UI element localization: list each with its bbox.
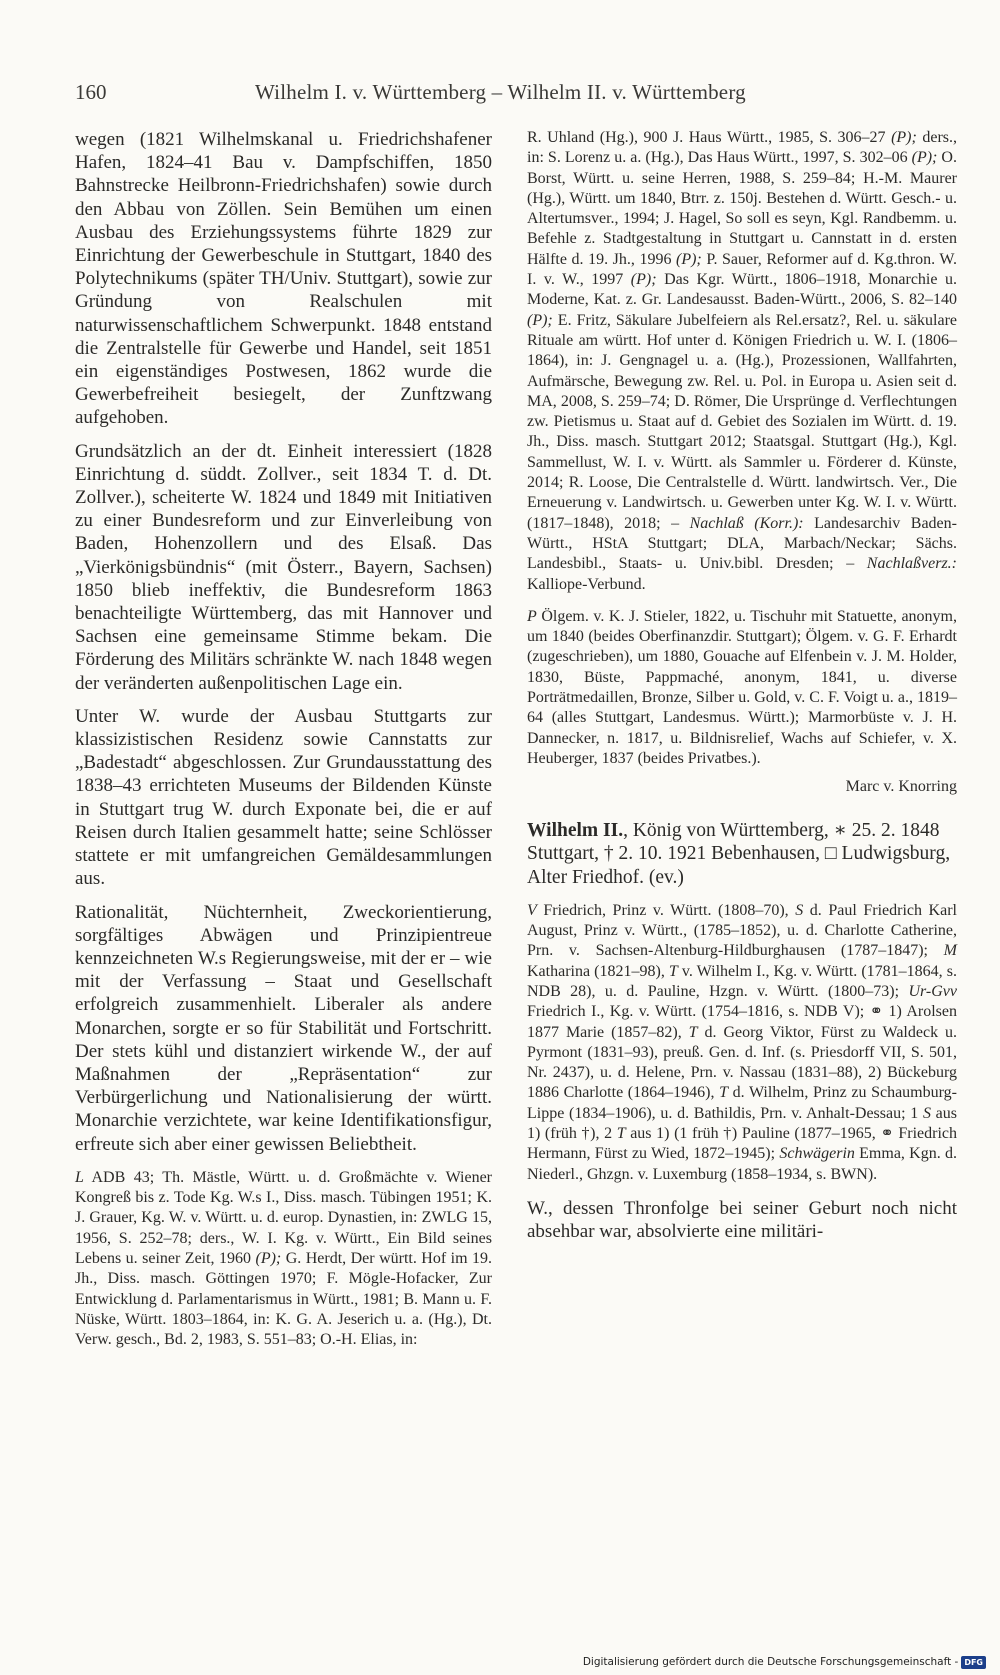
article-author: Marc v. Knorring — [845, 778, 957, 796]
running-head-title: Wilhelm I. v. Württemberg – Wilhelm II. v. Württemberg — [255, 80, 746, 104]
literature-section — [75, 1168, 492, 1351]
genealogy-label: Schwägerin — [779, 1145, 855, 1163]
portraits-label: P — [527, 607, 537, 625]
entry-grave: Ludwigsburg, Alter Friedhof. (ev.) — [527, 843, 951, 888]
genealogy-text: d. Georg Viktor, Fürst zu Waldeck u. Pyrmont (1831–93), preuß. Gen. d. Inf. (s. Priesdorff VII, S. 501, Nr. 2437), u. d. Helene, Prn. v. Nassau (1831–88), 2) Bückeburg 1886 Charlotte (1864–1946), — [527, 1023, 957, 1102]
genealogy-text: Friedrich, Prinz v. Württ. (1808–70), — [536, 901, 796, 919]
nachlassverz-label: Nachlaßverz.: — [866, 555, 957, 573]
genealogy-label: S — [922, 1104, 931, 1122]
literature-text-f: P. Sauer, Reformer auf d. Kg.thron. W. I. v. W., 1997 — [527, 250, 957, 289]
literature-continued — [527, 128, 957, 595]
portraits-section — [527, 607, 957, 769]
genealogy-label: M — [943, 942, 957, 960]
genealogy-text: Friedrich I., Kg. v. Württ. (1754–1816, s. NDB V); ⚭ 1) Arolsen 1877 Marie (1857–82), — [527, 1003, 957, 1041]
genealogy-text: Katharina (1821–98), — [527, 962, 669, 980]
paragraph-politics: Grundsätzlich an der dt. Einheit interessiert (1828 Einrichtung d. süddt. Zollver., seit 1834 T. d. Dt. Zollver.), scheiterte W. 1824 und 1849 mit Initiativen zu einer Bundesreform und zur Einverleibung von Baden, Hohenzollern und des Elsaß. Das „Vierkönigsbündnis“ (mit Österr., Bayern, Sachsen) 1850 blieb ineffektiv, die Bundesreform 1863 benachteiligte Württemberg, das mit Hannover und Sachsen eine gemeinsame Stimme bekam. Die Förderung des Militärs schränkte W. nach 1848 wegen der veränderten außenpolitischen Lage ein. — [75, 440, 492, 694]
genealogy-text: d. Wilhelm, Prinz zu Schaumburg-Lippe (1834–1906), u. d. Bathildis, Prn. v. Anhalt-Dessau; 1 — [527, 1084, 957, 1122]
genealogy-text: v. Wilhelm I., Kg. v. Württ. (1781–1864, s. NDB 28), u. d. Pauline, Hzgn. v. Württ. (1800–73); — [527, 962, 957, 1000]
genealogy-text: d. Paul Friedrich Karl August, Prinz v. Württ., (1785–1852), u. d. Charlotte Catherine, Prn. v. Sachsen-Altenburg-Hildburghausen (1787–1847); — [527, 901, 957, 960]
portrait-ref: (P); — [676, 250, 702, 268]
biography-start: W., dessen Thronfolge bei seiner Geburt noch nicht absehbar war, absolvierte eine militäri- — [527, 1197, 957, 1243]
literature-text-a: ADB 43; Th. Mästle, Württ. u. d. Großmächte v. Wiener Kongreß bis z. Tode Kg. W.s I., Diss. masch. Tübingen 1951; K. J. Grauer, Kg. W. v. Württ. u. d. europ. Dynastien, in: ZWLG 15, 1956, S. 252–78; ders., W. I. Kg. v. Württ., Ein Bild seines Lebens u. seiner Zeit, 1960 — [75, 1168, 492, 1267]
entry-title: , König von Württemberg, ∗ 25. 2. 1848 Stuttgart, † 2. 10. 1921 Bebenhausen, — [527, 820, 940, 865]
portrait-ref: (P); — [911, 149, 938, 167]
genealogy-label: T — [719, 1084, 728, 1102]
genealogy-text: Emma, Kgn. d. Niederl., Ghzgn. v. Luxemburg (1858–1934, s. BWN). — [527, 1145, 957, 1183]
right-column — [527, 128, 957, 1243]
running-header — [75, 80, 775, 110]
entry-heading — [527, 819, 957, 889]
footer-credit: Digitalisierung gefördert durch die Deutsche Forschungsgemeinschaft - — [582, 1656, 959, 1668]
nachlass-label: Nachlaß (Korr.): — [689, 514, 804, 532]
page-number: 160 — [75, 80, 107, 104]
entry-name: Wilhelm II. — [527, 820, 624, 842]
paragraph-assessment: Rationalität, Nüchternheit, Zweckorientierung, sorgfältiges Abwägen und Prinzipientreue kennzeichneten W.s Regierungsweise, mit der er – wie mit der Verfassung – Staat und Gesellschaft erfolgreich zusammenhielt. Liberaler als andere Monarchen, sorgte er so für Stabilität und Fortschritt. Der stets kühl und distanziert wirkende W., der auf Maßnahmen der „Repräsentation“ zur Verbürgerlichung und Nationalisierung der württ. Monarchie verzichtete, war keine Identifikationsfigur, erfreute sich aber einer gewissen Beliebtheit. — [75, 901, 492, 1155]
portraits-text: Ölgem. v. K. J. Stieler, 1822, u. Tischuhr mit Statuette, anonym, um 1840 (beides Oberfinanzdir. Stuttgart); Ölgem. v. G. F. Erhardt (zugeschrieben), um 1880, Gouache auf Elfenbein v. J. M. Holder, 1830, Büste, Pappmaché, anonym, 1841, u. diverse Porträtmedaillen, Bronze, Silber u. Gold, v. C. F. Voigt u. a., 1819–64 (alles Stuttgart, Landesmus. Württ.); Marmorbüste v. J. H. Dannecker, n. 1817, u. Bildnisrelief, Wachs auf Schiefer, v. X. Heuberger, 1837 (beides Privatbes.). — [527, 607, 957, 767]
genealogy-label: Ur-Gvv — [908, 983, 957, 1000]
left-column — [75, 128, 492, 1350]
literature-text-g: Das Kgr. Württ., 1806–1918, Monarchie u. Moderne, Kat. z. Gr. Landesausst. Baden-Württ., 2006, S. 82–140 — [527, 271, 958, 309]
literature-text-h: E. Fritz, Säkulare Jubelfeiern als Rel.ersatz?, Rel. u. säkulare Rituale am württ. Hof unter d. Königen Friedrich u. W. I. (1806–1864), in: J. Gengnagel u. a. (Hg.), Prozessionen, Wallfahrten, Aufmärsche, Bewegung zw. Rel. u. Pol. in Europa u. Asien seit d. MA, 2008, S. 259–74; D. Römer, Die Ursprünge d. Verflechtungen zw. Pietismus u. Staat auf d. Gebiet des Sozialen im Württ. d. 19. Jh., Diss. masch. Stuttgart 2012; Staatsgal. Stuttgart (Hg.), Kgl. Sammellust, W. I. v. Württ. als Sammler u. Förderer d. Künste, 2014; R. Loose, Die Centralstelle d. Württ. landwirtsch. Ver., Die Erneuerung v. Landwirtsch. u. Gewerben unter Kg. W. I. v. Württ. (1817–1848), 2018; – — [527, 311, 957, 532]
dfg-logo-icon: DFG — [961, 1656, 986, 1669]
portrait-ref: (P); — [527, 311, 553, 329]
portrait-ref: (P); — [891, 129, 917, 146]
portrait-ref: (P); — [630, 271, 657, 289]
paragraph-economy: wegen (1821 Wilhelmskanal u. Friedrichshafener Hafen, 1824–41 Bau v. Dampfschiffen, 1850 Bahnstrecke Heilbronn-Friedrichshafen) sowie durch den Abbau von Zöllen. Sein Bemühen um einen Ausbau des Erziehungssystems führte 1829 zur Einrichtung der Gewerbeschule in Stuttgart, 1840 des Polytechnikums (später TH/Univ. Stuttgart), sowie zur Gründung von Realschulen mit naturwissenschaftlichem Schwerpunkt. 1848 entstand die Zentralstelle für Gewerbe und Handel, seit 1851 ein eigenständiges Postwesen, 1862 wurde die Gewerbefreiheit besiegelt, der Zunftzwang aufgehoben. — [75, 129, 492, 429]
genealogy-section — [527, 901, 957, 1185]
grave-icon: □ — [824, 843, 837, 865]
portrait-ref: (P); — [255, 1249, 282, 1267]
literature-text-e: O. Borst, Württ. u. seine Herren, 1988, S. 259–84; H.-M. Maurer (Hg.), Württ. um 1840, Btrr. z. 150j. Bestehen d. Württ. Gesch.- u. Altertumsver., 1994; J. Hagel, So soll es seyn, Kgl. Randbemm. u. Befehle z. Stadtgestaltung in Stuttgart u. Cannstatt in d. ersten Hälfte d. 19. Jh., 1996 — [527, 149, 957, 268]
literature-text-b: G. Herdt, Der württ. Hof im 19. Jh., Diss. masch. Göttingen 1970; F. Mögle-Hofacker, Zur Entwicklung d. Parlamentarismus in Württ., 1981; B. Mann u. F. Nüske, Württ. 1803–1864, in: K. G. A. Jeserich u. a. (Hg.), Dt. Verw. gesch., Bd. 2, 1983, S. 551–83; O.-H. Elias, in: — [75, 1249, 493, 1349]
genealogy-text: aus 1) (früh †), 2 — [527, 1104, 958, 1143]
digitization-footer — [583, 1655, 986, 1669]
genealogy-text: aus 1) (1 früh †) Pauline (1877–1965, ⚭ Friedrich Hermann, Fürst zu Wied, 1872–1945); — [527, 1125, 958, 1163]
literature-text-c: R. Uhland (Hg.), 900 J. Haus Württ., 1985, S. 306–27 — [527, 129, 892, 146]
literature-label: L — [75, 1168, 84, 1186]
genealogy-label: T — [668, 962, 678, 980]
literature-text-j: Kalliope-Verbund. — [527, 575, 646, 593]
genealogy-label: T — [688, 1023, 698, 1041]
paragraph-culture: Unter W. wurde der Ausbau Stuttgarts zur klassizistischen Residenz sowie Cannstatts zur „Badestadt“ abgeschlossen. Zur Grundausstattung des 1838–43 errichteten Museums der Bildenden Künste in Stuttgart trug W. durch Exponate bei, die er auf Reisen durch Italien gesammelt hatte; seine Schlösser stattete er mit umfangreichen Gemäldesammlungen aus. — [75, 705, 492, 890]
genealogy-label: S — [795, 901, 804, 919]
genealogy-label: V — [527, 901, 537, 919]
literature-text-d: ders., in: S. Lorenz u. a. (Hg.), Das Haus Württ., 1997, S. 302–06 — [527, 129, 958, 167]
genealogy-label: T — [616, 1125, 626, 1143]
literature-text-i: Landesarchiv Baden-Württ., HStA Stuttgart; DLA, Marbach/Neckar; Sächs. Landesbibl., Staats- u. Univ.bibl. Dresden; – — [527, 514, 957, 573]
